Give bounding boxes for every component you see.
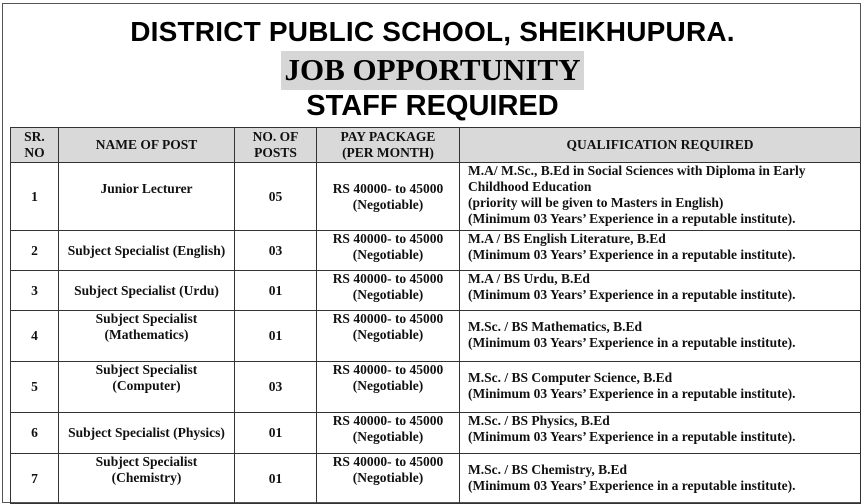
- table-row: [11, 271, 861, 311]
- table-row: [11, 163, 861, 231]
- cell-sr: 2: [11, 231, 59, 271]
- cell-pay: [317, 311, 460, 362]
- qualification-line: (Minimum 03 Years’ Experience in a reputable institute).: [468, 429, 796, 444]
- cell-count: 01: [235, 454, 317, 504]
- post-name-line: (Chemistry): [111, 470, 182, 485]
- cell-sr: 1: [11, 163, 59, 231]
- job-opportunity-heading: JOB OPPORTUNITY: [281, 51, 583, 90]
- cell-qualification: [460, 362, 861, 413]
- cell-qualification: [460, 413, 861, 454]
- cell-post: [59, 311, 235, 362]
- qualification-line: (Minimum 03 Years’ Experience in a reputable institute).: [468, 335, 796, 350]
- qualification-line: Childhood Education: [468, 179, 592, 194]
- cell-count: 01: [235, 271, 317, 311]
- qualification-line: (Minimum 03 Years’ Experience in a reputable institute).: [468, 478, 796, 493]
- cell-sr: 6: [11, 413, 59, 454]
- header-post: NAME OF POST: [59, 128, 235, 163]
- header-pay-line: (PER MONTH): [342, 145, 434, 160]
- post-name-line: Subject Specialist: [95, 311, 198, 326]
- pay-line: RS 40000- to 45000: [332, 231, 444, 246]
- cell-qualification: [460, 163, 861, 231]
- job-heading-wrap: [0, 51, 865, 90]
- pay-line: (Negotiable): [352, 327, 424, 342]
- pay-line: (Negotiable): [352, 429, 424, 444]
- post-name-line: Subject Specialist: [95, 454, 198, 469]
- qualification-line: M.Sc. / BS Computer Science, B.Ed: [468, 370, 673, 385]
- cell-post: [59, 231, 235, 271]
- table-row: [11, 413, 861, 454]
- qualification-line: (priority will be given to Masters in English): [468, 195, 724, 210]
- qualification-line: (Minimum 03 Years’ Experience in a reputable institute).: [468, 287, 796, 302]
- qualification-line: M.Sc. / BS Mathematics, B.Ed: [468, 319, 642, 334]
- qualification-line: M.A / BS Urdu, B.Ed: [468, 271, 590, 286]
- cell-pay: [317, 231, 460, 271]
- post-name-line: Subject Specialist (Urdu): [74, 282, 219, 298]
- cell-sr: 4: [11, 311, 59, 362]
- header-pay: [317, 128, 460, 163]
- table-row: [11, 454, 861, 504]
- pay-line: RS 40000- to 45000: [332, 413, 444, 428]
- cell-count: 03: [235, 231, 317, 271]
- cell-post: [59, 454, 235, 504]
- qualification-line: M.A/ M.Sc., B.Ed in Social Sciences with Diploma in Early: [468, 163, 806, 178]
- cell-sr: 5: [11, 362, 59, 413]
- post-name-line: Subject Specialist (Physics): [68, 425, 225, 440]
- table-header-row: [11, 128, 861, 163]
- cell-pay: [317, 413, 460, 454]
- qualification-line: M.Sc. / BS Chemistry, B.Ed: [468, 462, 628, 477]
- table-row: [11, 231, 861, 271]
- qualification-line: (Minimum 03 Years’ Experience in a reputable institute).: [468, 247, 796, 262]
- cell-post: [59, 413, 235, 454]
- cell-qualification: [460, 454, 861, 504]
- header-sr-line: NO: [24, 145, 45, 160]
- pay-line: RS 40000- to 45000: [332, 271, 444, 286]
- cell-qualification: [460, 271, 861, 311]
- post-name-line: Subject Specialist: [95, 362, 198, 377]
- cell-sr: 7: [11, 454, 59, 504]
- school-name: DISTRICT PUBLIC SCHOOL, SHEIKHUPURA.: [130, 16, 735, 47]
- header-sr-line: SR.: [24, 129, 45, 144]
- post-name-line: Subject Specialist (English): [67, 242, 226, 258]
- post-name-line: Junior Lecturer: [100, 181, 193, 196]
- pay-line: (Negotiable): [352, 470, 424, 485]
- pay-line: (Negotiable): [352, 247, 424, 262]
- cell-count: 01: [235, 413, 317, 454]
- qualification-line: M.Sc. / BS Physics, B.Ed: [468, 413, 610, 428]
- table-row: [11, 362, 861, 413]
- cell-qualification: [460, 311, 861, 362]
- vacancy-table: [10, 127, 861, 504]
- qualification-line: (Minimum 03 Years’ Experience in a reputable institute).: [468, 386, 796, 401]
- cell-post: [59, 163, 235, 231]
- header-qualification: QUALIFICATION REQUIRED: [460, 128, 861, 163]
- pay-line: RS 40000- to 45000: [332, 362, 444, 377]
- cell-post: [59, 271, 235, 311]
- pay-line: RS 40000- to 45000: [332, 181, 444, 196]
- pay-line: (Negotiable): [352, 197, 424, 212]
- header-posts-line: POSTS: [254, 145, 297, 160]
- pay-line: (Negotiable): [352, 378, 424, 393]
- post-name-line: (Computer): [112, 378, 181, 393]
- header-posts: [235, 128, 317, 163]
- pay-line: RS 40000- to 45000: [332, 454, 444, 469]
- table-row: [11, 311, 861, 362]
- cell-count: 03: [235, 362, 317, 413]
- cell-pay: [317, 163, 460, 231]
- cell-sr: 3: [11, 271, 59, 311]
- qualification-line: M.A / BS English Literature, B.Ed: [468, 231, 666, 246]
- qualification-line: (Minimum 03 Years’ Experience in a reputable institute).: [468, 211, 796, 226]
- cell-count: 05: [235, 163, 317, 231]
- cell-count: 01: [235, 311, 317, 362]
- cell-pay: [317, 454, 460, 504]
- pay-line: RS 40000- to 45000: [332, 311, 444, 326]
- table-body: [11, 163, 861, 504]
- cell-pay: [317, 271, 460, 311]
- cell-post: [59, 362, 235, 413]
- pay-line: (Negotiable): [352, 287, 424, 302]
- header-posts-line: NO. OF: [252, 129, 299, 144]
- header-pay-line: PAY PACKAGE: [340, 129, 436, 144]
- staff-required-heading: STAFF REQUIRED: [306, 90, 559, 122]
- cell-qualification: [460, 231, 861, 271]
- cell-pay: [317, 362, 460, 413]
- post-name-line: (Mathematics): [104, 327, 189, 342]
- header-sr: [11, 128, 59, 163]
